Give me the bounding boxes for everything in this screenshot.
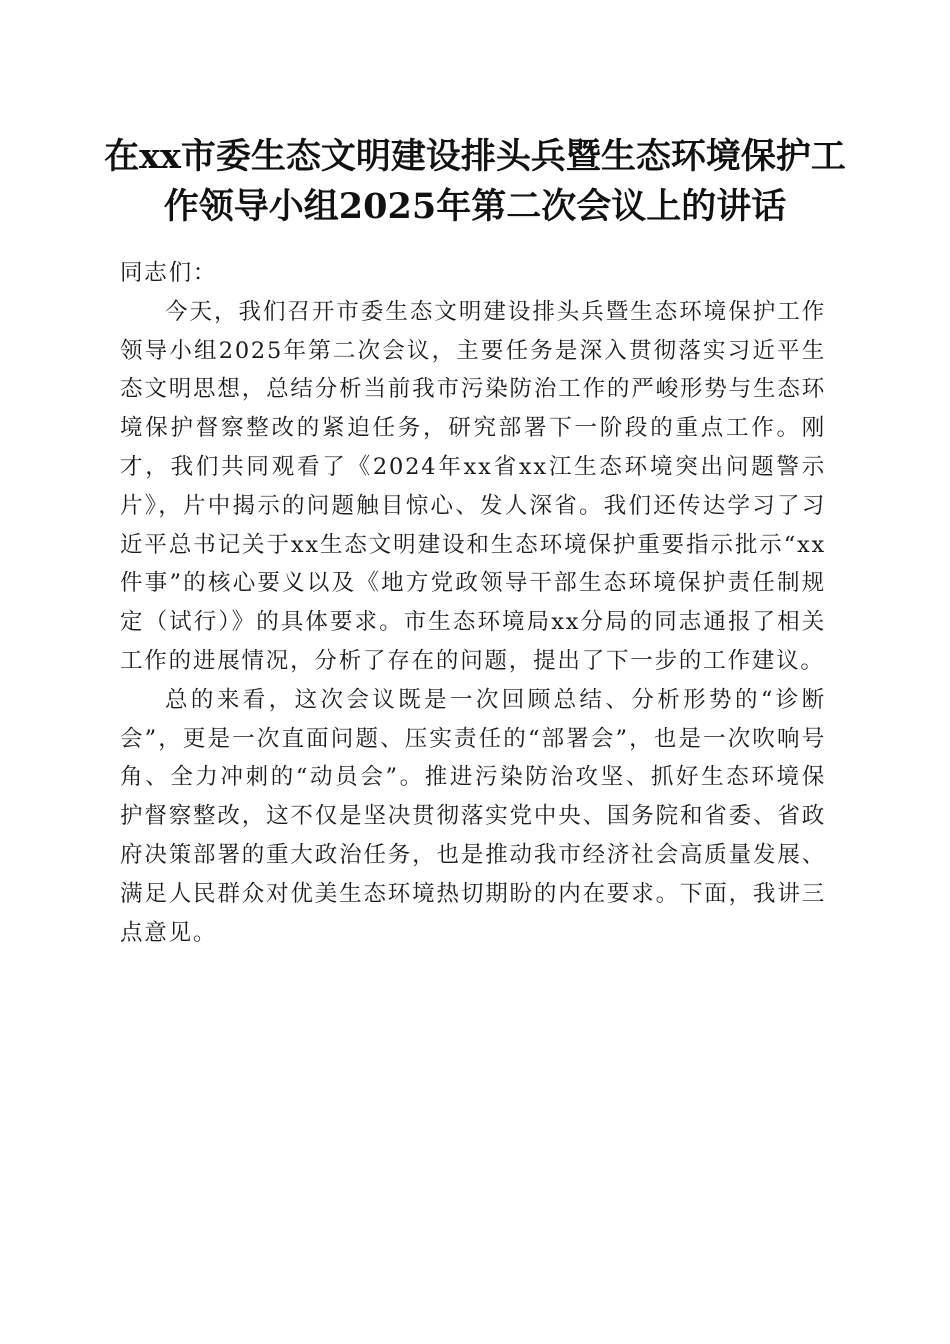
document-title: 在xx市委生态文明建设排头兵暨生态环境保护工作领导小组2025年第二次会议上的讲话 bbox=[104, 136, 846, 227]
salutation: 同志们： bbox=[120, 260, 218, 286]
body-paragraph-1: 今天，我们召开市委生态文明建设排头兵暨生态环境保护工作领导小组2025年第二次会议，主要任务是深入贯彻落实习近平生态文明思想，总结分析当前我市污染防治工作的严峻形势与生态环境保护督察整改的紧迫任务，研究部署下一阶段的重点工作。刚才，我们共同观看了《2024年xx省xx江生态环境突出问题警示片》，片中揭示的问题触目惊心、发人深省。我们还传达学习了习近平总书记关于xx生态文明建设和生态环境保护重要指示批示“xx件事”的核心要义以及《地方党政领导干部生态环境保护责任制规定（试行）》的具体要求。市生态环境局xx分局的同志通报了相关工作的进展情况，分析了存在的问题，提出了下一步的工作建议。 bbox=[120, 298, 826, 674]
body-paragraph-2: 总的来看，这次会议既是一次回顾总结、分析形势的“诊断会”，更是一次直面问题、压实责任的“部署会”，也是一次吹响号角、全力冲刺的“动员会”。推进污染防治攻坚、抓好生态环境保护督察整改，这不仅是坚决贯彻落实党中央、国务院和省委、省政府决策部署的重大政治任务，也是推动我市经济社会高质量发展、满足人民群众对优美生态环境热切期盼的内在要求。下面，我讲三点意见。 bbox=[120, 686, 826, 946]
document-body bbox=[120, 254, 826, 952]
